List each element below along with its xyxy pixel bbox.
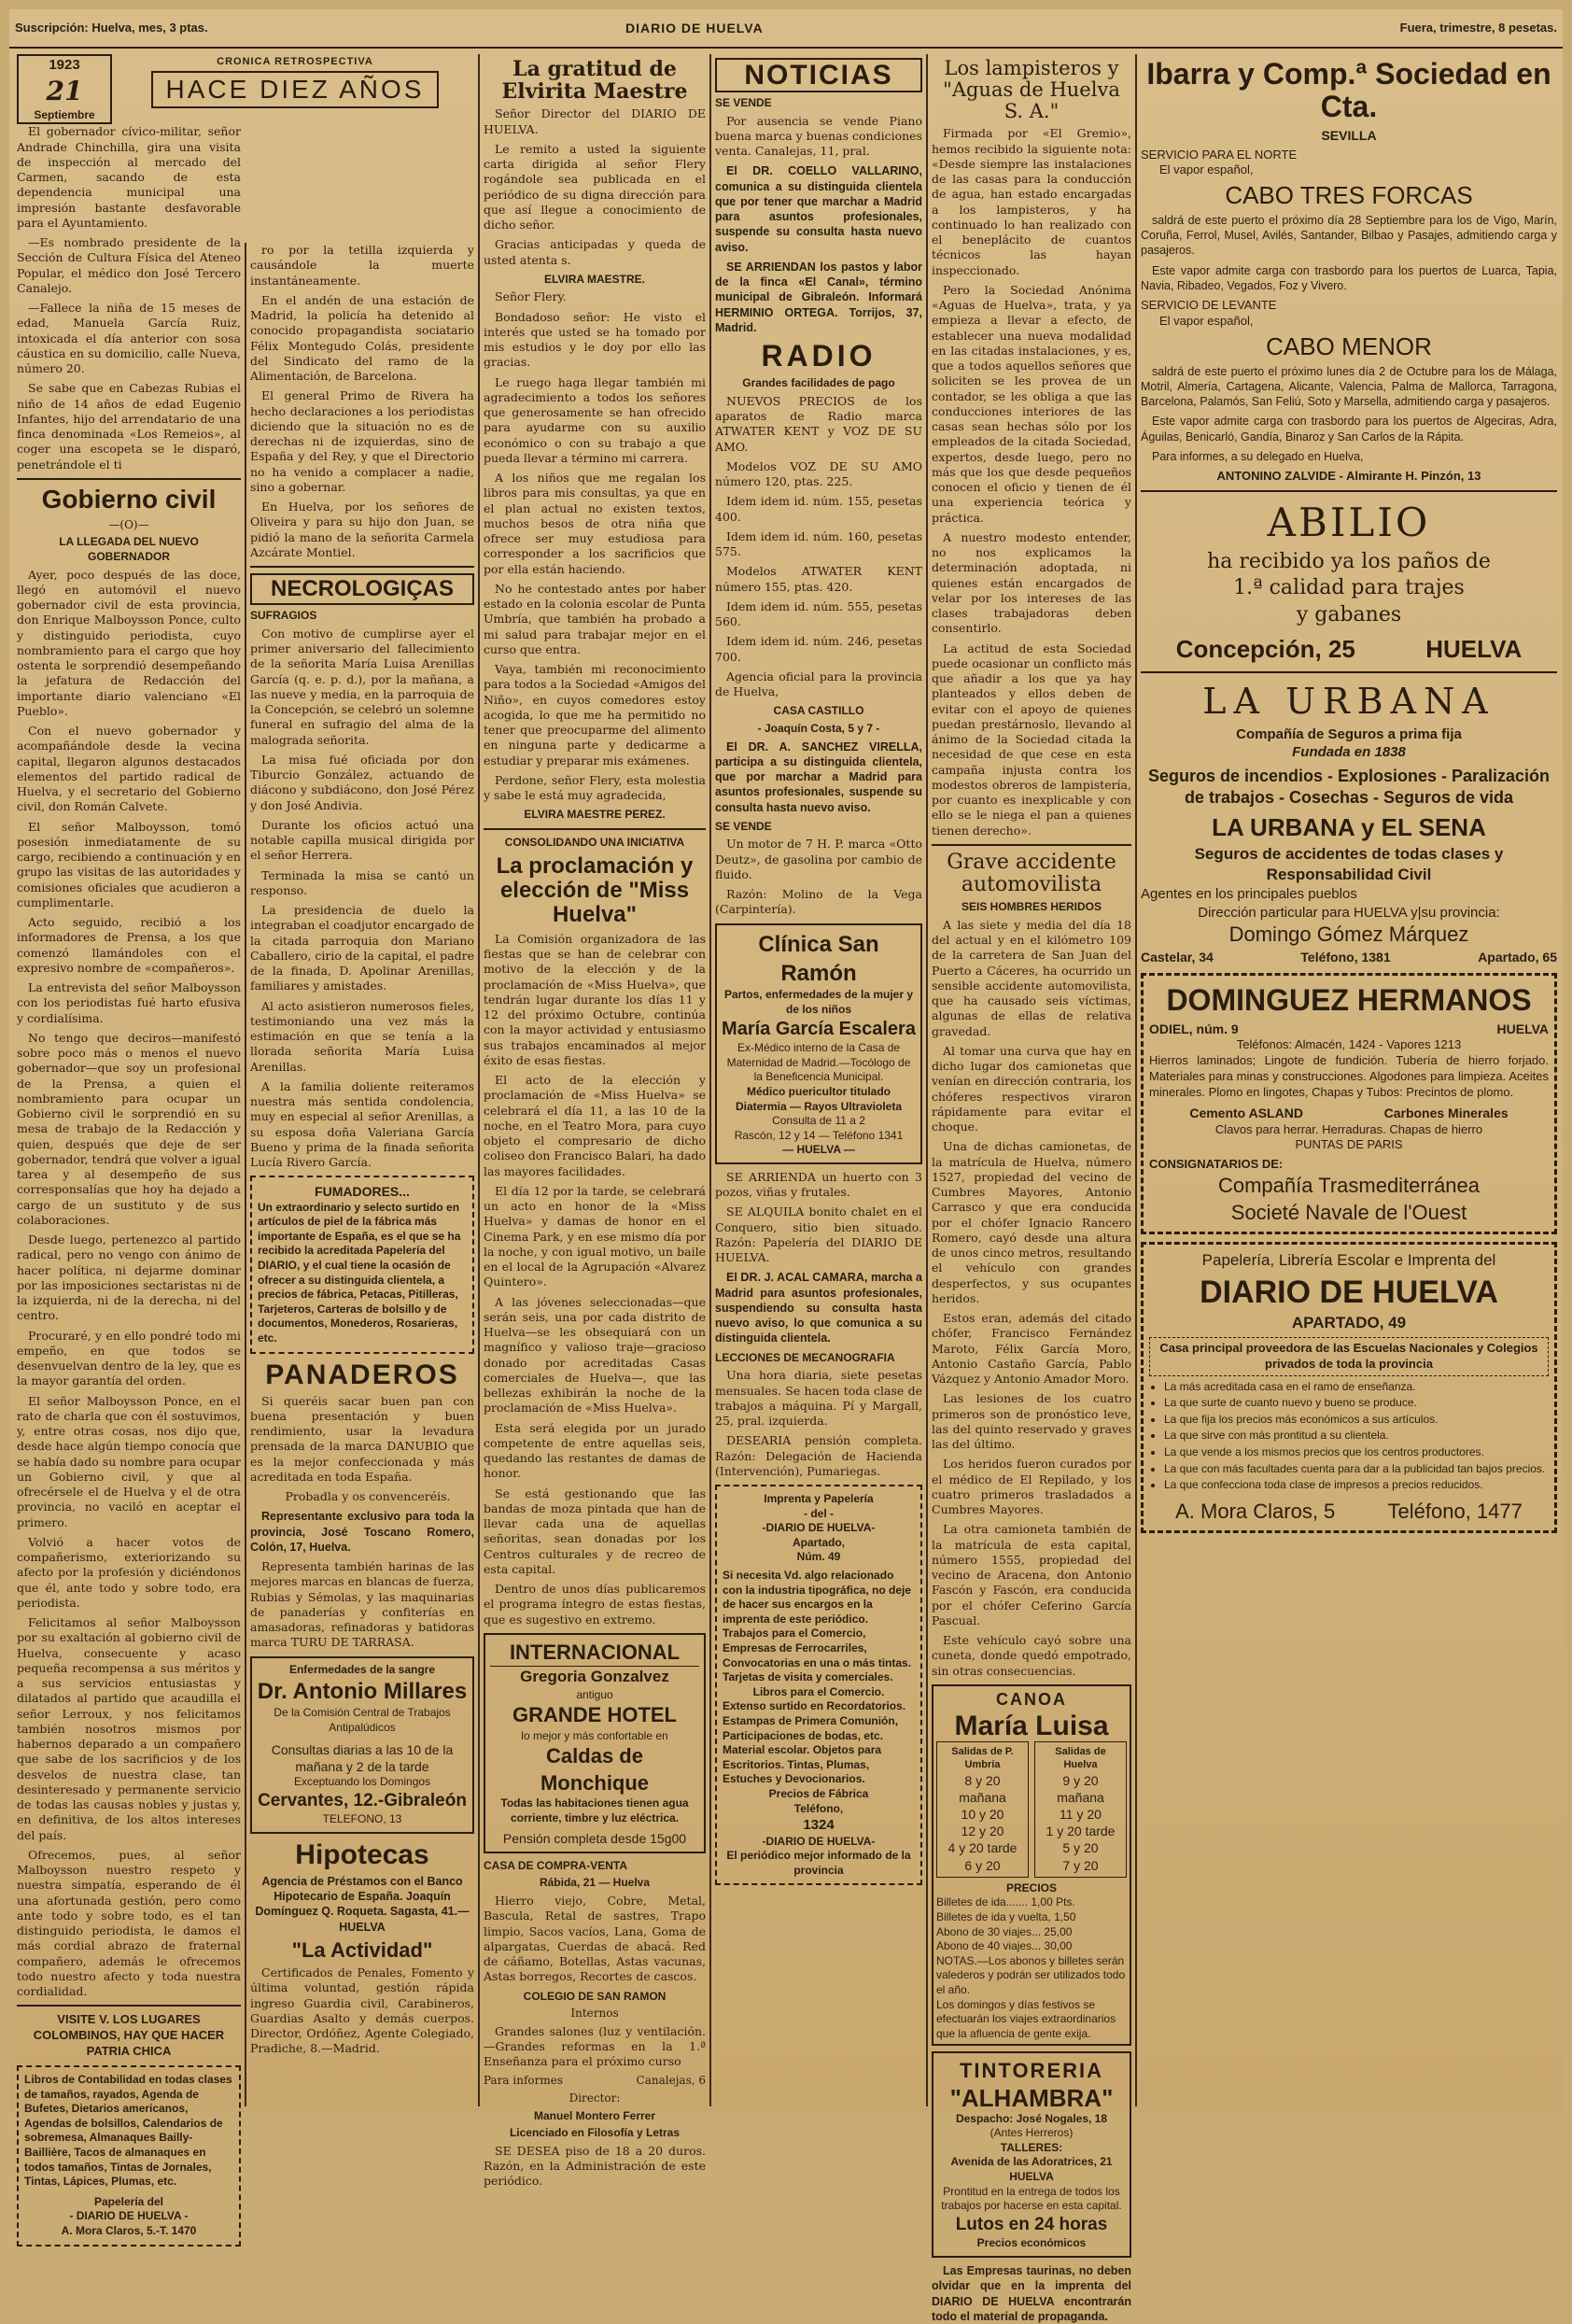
millares-except: Exceptuando los Domingos bbox=[293, 1774, 431, 1788]
imprenta-tel-num: 1324 bbox=[803, 1817, 835, 1834]
compraventa-addr: Rábida, 21 — Huelva bbox=[539, 1876, 651, 1890]
vende2-razon: Razón: Molino de la Vega (Carpintería). bbox=[715, 887, 922, 917]
internacional-body: Todas las habitaciones tienen agua corriente, timbre y luz eléctrica. bbox=[500, 1796, 689, 1825]
compraventa-title: CASA DE COMPRA-VENTA bbox=[484, 1858, 628, 1872]
imprenta-body5: Material escolar. Objetos para Escritorios. Tintas, Plumas, Estuches y Devocionarios. bbox=[723, 1743, 882, 1786]
necrologicas-title: NECROLOGIÇAS bbox=[250, 573, 474, 605]
lamp-p4: La actitud de esta Sociedad puede ocasionar un conflicto más que añadir a los que ya hay planteados y ellos deben de evitar con el apoyo de quienes puedan prestárnoslo, llevando al ánimo de la Sociedad citada la necesidad de que cese en esta campaña injusta contra los modestos obreros de lampistería, por cuanto es inexplicable y con ello se le niega el pan a quienes tienen derecho». bbox=[932, 641, 1131, 838]
sufragios-heading: SUFRAGIOS bbox=[250, 609, 317, 623]
accidente-sub: SEIS HOMBRES HERIDOS bbox=[961, 900, 1102, 914]
ibarra-zalvide: ANTONINO ZALVIDE - Almirante H. Pinzón, 13 bbox=[1216, 469, 1481, 484]
radio-p7: Idem idem id. núm. 246, pesetas 700. bbox=[715, 634, 922, 664]
grat-p9: Vaya, también mi reconocimiento para todos a la Sociedad «Amigos del Niño», en cuyos comedores estoy acogida, lo que me ha permitido no tener que preocuparme del alimento en ninguna parte y dedicarme a estudiar y preparar mis exámenes. bbox=[484, 662, 706, 768]
colegio-info-label: Para informes bbox=[484, 2074, 564, 2088]
ibarra-norte-vapor: El vapor español, bbox=[1159, 162, 1254, 177]
papeleria-item: • La que vende a los mismos precios que los centros productores. bbox=[1164, 1445, 1549, 1460]
colegio-text: Grandes salones (luz y ventilación.—Grandes reformas en la 1.ª Enseñanza para el próximo curso bbox=[484, 2023, 706, 2069]
urbana-contact bbox=[1141, 949, 1557, 965]
subscription-local: Suscripción: Huelva, mes, 3 ptas. bbox=[15, 21, 208, 35]
urbana-line7: Dirección particular para HUELVA y|su provincia: bbox=[1198, 904, 1500, 921]
necro-p2: La misa fué oficiada por don Tiburcio González, actuando de diácono y subdiácono, don José Pérez y don José Andivia. bbox=[250, 752, 474, 812]
acc-p3: Una de dichas camionetas, de la matrícula de Huelva, número 1527, propiedad del vecino de Cumbres Mayores, Antonio Carrasco y que era conducida por el chófer Ignacio Rancero Romero, cayó desde una altura de unos cinco metros, resultando el vehículo con grandes desperfectos, y sus ocupantes heridos. bbox=[932, 1139, 1131, 1305]
retro-title: HACE DIEZ AÑOS bbox=[151, 71, 440, 108]
date-year: 1923 bbox=[49, 57, 80, 73]
clinica-body3: Diatermia — Rayos Ultravioleta bbox=[735, 1099, 903, 1113]
cabo2-body2: Este vapor admite carga con trasbordo para los puertos de Algeciras, Adra, Águilas, Benicarló, Gandía, Binaroz y San Carlos de la Rápita. bbox=[1141, 415, 1557, 444]
virella-notice: El DR. A. SANCHEZ VIRELLA, participa a su distinguida clientela, que por marchar a Madrid para asuntos profesionales, suspende su consulta hasta nuevo aviso. bbox=[715, 739, 922, 814]
radio-p1: NUEVOS PRECIOS de los aparatos de Radio marca ATWATER KENT y VOZ DE SU AMO. bbox=[715, 393, 922, 454]
urbana-line2: Fundada en 1838 bbox=[1292, 744, 1406, 761]
canoa-umbria bbox=[936, 1741, 1029, 1878]
ibarra-city: SEVILLA bbox=[1321, 128, 1377, 144]
gobierno-title: Gobierno civil bbox=[41, 484, 217, 514]
dominguez-addr: ODIEL, núm. 9 bbox=[1149, 1021, 1239, 1036]
acc-p8: Este vehículo cayó sobre una cuneta, donde quedó empotrado, sin otras consecuencias. bbox=[932, 1633, 1131, 1678]
tintoreria-ad bbox=[932, 2051, 1131, 2258]
imprenta-apdo: Apartado, bbox=[792, 1535, 845, 1549]
imprenta-body1: Si necesita Vd. algo relacionado con la industria tipográfica, no deje de hacer sus encargos en la imprenta de este periódico. bbox=[723, 1569, 912, 1626]
papeleria-name: DIARIO DE HUELVA bbox=[1200, 1274, 1498, 1310]
canoa-t2: 10 y 20 bbox=[961, 1807, 1004, 1823]
necro-p6: Al acto asistieron numerosos fieles, testimoniando una vez más la estimación en que se tenía a la llorada señorita María Luisa Arenillas. bbox=[250, 998, 474, 1074]
acc-p6: Los heridos fueron curados por el médico de El Repilado, y los cuatro primeros trasladados a Cumbres Mayores. bbox=[932, 1457, 1131, 1516]
acc-p1: A las siete y media del día 18 del actual y en el kilómetro 109 de la carretera de San Juan del Puerto a Cáceres, ha ocurrido un sensible accidente automovilista, que ha causado seis víctimas, algunas de ellas de relativa gravedad. bbox=[932, 917, 1131, 1038]
radio-p6: Idem idem id. núm. 555, pesetas 560. bbox=[715, 599, 922, 629]
papeleria-item: • La que confecciona toda clase de impresos a precios reducidos. bbox=[1164, 1478, 1549, 1493]
meca-heading: LECCIONES DE MECANOGRAFIA bbox=[715, 1350, 895, 1364]
dominguez-tel: Teléfonos: Almacén, 1424 - Vapores 1213 bbox=[1236, 1036, 1462, 1051]
actividad-title: "La Actividad" bbox=[291, 1937, 433, 1962]
lamp-p1: Firmada por «El Gremio», hemos recibido la siguiente nota: «Desde siempre las instalaciones de las casas para la conducción de agua, han estado encargadas a los lampisteros, y ha continuado lo han realizado con el beneplácito de cuantos técnicos las hayan inspeccionado. bbox=[932, 126, 1131, 277]
contabilidad-foot1: Papelería del bbox=[93, 2194, 164, 2208]
dominguez-addr-row bbox=[1149, 1021, 1549, 1037]
canoa-u2: 11 y 20 bbox=[1060, 1807, 1102, 1823]
abilio-line2: 1.ª calidad para trajes bbox=[1233, 576, 1465, 600]
desea-notice: DESEARIA pensión completa. Razón: Delegación de Hacienda (Intervención), Pumariegas. bbox=[715, 1433, 922, 1478]
canoa-h1: Salidas de P. Umbría bbox=[951, 1746, 1014, 1771]
ibarra-informes: Para informes, a su delegado en Huelva, bbox=[1152, 449, 1364, 463]
coello-notice: El DR. COELLO VALLARINO, comunica a su distinguida clientela que por tener que marchar a Madrid para asuntos profesionales, suspende su consulta hasta nuevo aviso. bbox=[715, 164, 922, 254]
urbana-apdo: Apartado, 65 bbox=[1478, 949, 1557, 965]
contabilidad-text: Libros de Contabilidad en todas clases de tamaños, rayados, Agenda de Bufetes, Dietarios americanos, Agendas de bolsillos, Calendarios de sobremesa, Almanaques Bailly-Baillière, Tacos de almanaques en todos tamaños, Tintas de Jornales, Tintas, Lápices, Plumas, etc. bbox=[24, 2072, 232, 2189]
grat-p5: Bondadoso señor: He visto el interés que usted se ha tomado por mis estudios y le doy por ello las gracias. bbox=[484, 309, 706, 370]
abilio-addr: Concepción, 25 bbox=[1175, 635, 1355, 664]
canoa-t5: 6 y 20 bbox=[964, 1857, 1001, 1873]
abilio-city: HUELVA bbox=[1425, 635, 1523, 664]
lamp-p2: Pero la Sociedad Anónima «Aguas de Huelva», trata, y ya empieza a llevar a efecto, de establecer una nueva modalidad en las citadas instalaciones, y es, que a todos aquellos señores que soliciten se les provea de un contador, se les obliga a que las conducciones interiores de las casas sean hechas sólo por los empleados de la citada Sociedad, expertos, desde luego, pero no más que los que desde pequeños conocen el oficio y tienen de él una experiencia teórica y práctica. bbox=[932, 282, 1131, 525]
millares-ad bbox=[250, 1656, 474, 1834]
retro-p2: —Es nombrado presidente de la Sección de Cultura Física del Ateneo Popular, el médico don José Tercero Canalejo. bbox=[17, 235, 241, 295]
papeleria-line4: Casa principal proveedora de las Escuelas Nacionales y Colegios privados de toda la provincia bbox=[1149, 1337, 1549, 1376]
millares-name: Dr. Antonio Millares bbox=[257, 1679, 468, 1705]
papeleria-addr: A. Mora Claros, 5 bbox=[1175, 1499, 1336, 1523]
canoa-u5: 7 y 20 bbox=[1062, 1857, 1099, 1873]
papeleria-line1: Papelería, Librería Escolar e Imprenta del bbox=[1201, 1251, 1496, 1270]
gob-p12: Ofrecemos, pues, al señor Malboysson nuestro respeto y nuestra simpatía, esperando de él una afortunada gestión, pero como ante todo y sobre todo, es el tan distinguido periodista, le damos el más cordial abrazo de fraternal compañero, además le ofrecemos todo nuestro afecto y toda nuestra cordialidad. bbox=[17, 1847, 241, 1999]
necro-p7: A la familia doliente reiteramos nuestra más sentida condolencia, muy en especial al señor Arenillas, a su esposa doña Valeriana García Bueno y prima de la finada señorita Lucía Rivero García. bbox=[250, 1078, 474, 1170]
canoa-precio3: Abono de 30 viajes... 25,00 bbox=[936, 1924, 1073, 1938]
gob-p2: Con el nuevo gobernador y acompañándole desde la vecina capital, llegaron algunos destacados elementos del partido radical de Huelva, y el secretario del Gobierno civil, don Román Calvete. bbox=[17, 724, 241, 814]
millares-kicker: Enfermedades de la sangre bbox=[288, 1662, 436, 1676]
dominguez-cemento: Cemento ASLAND bbox=[1189, 1106, 1303, 1121]
abilio-ad bbox=[1141, 498, 1557, 666]
fumadores-title: FUMADORES... bbox=[315, 1184, 410, 1200]
clinica-ad bbox=[715, 923, 922, 1164]
canoa-h2: Salidas de Huelva bbox=[1055, 1746, 1106, 1771]
retro-cont-p4: En Huelva, por los señores de Oliveira y para su hijo don Juan, se pidió la mano de la señorita Carmela Azcárate Montiel. bbox=[250, 500, 474, 559]
dominguez-carbones: Carbones Minerales bbox=[1383, 1106, 1509, 1121]
retro-p4: Se sabe que en Cabezas Rubias el niño de 14 años de edad Eugenio Infantes, hijo del arrendatario de una finca denominada «Los Remeios», al coger una escopeta se le disparó, penetrándole el ti bbox=[17, 381, 241, 472]
column-1: 1923 21 Septiembre El gobernador cívico-militar, señor Andrade Chinchilla, gira una visita de inspección al mercado del Carmen, sacando de esta dependencia municipal una impresión bastante desfavorable para el Ayuntamiento. —Es nombrado presidente de la Sección de Cultura Física del Ateneo Popular, el médico don José Tercero Canalejo. —Fallece la niña de 15 meses de edad, Manuela García Ruiz, intoxicada el día anterior con sosa cáustica en su domicilio, calle Nueva, número 20. Se sabe que en Cabezas Rubias el niño de 14 años de edad Eugenio Infantes, hijo del arrendatario de una finca denominada «Los Remeios», al coger una escopeta se le disparó, penetrándole el ti Gobierno civil —(O)— LA LLEGADA DEL NUEVO GOBERNADOR Ayer, poco después de las doce, llegó en automóvil el nuevo gobernador civil de esta provincia, don Enrique Malboysson Ponce, culto y distinguido periodista, cuyo nombramiento para el cargo que hoy ostenta le sorprendió desempeñando la jefatura de Redacción del importante diario valenciano «El Pueblo». Con el nuevo gobernador y acompañándole desde la vecina capital, llegaron algunos destacados elementos del partido radical de Huelva, y el secretario del Gobierno civil, don Román Calvete. El señor Malboysson, tomó posesión inmediatamente de su cargo, recibiendo a continuación y en grupo las visitas de las autoridades y comisiones oficiales que acudieron a cumplimentarle. Acto seguido, recibió a los informadores de Prensa, a los que comenzó llamándoles con el expresivo nombre de «compañeros». La entrevista del señor Malboysson con los periodistas fué harto efusiva y cordialísima. No tengo que deciros—manifestó sobre poco más o menos el nuevo gobernador—que soy un profesional de la Prensa, a quien el nombramiento para ocupar un Gobierno civil le sorprendió en su mesa de trabajo de la Redacción y quien, después que deje de ser gobernador, tendrá que volver a igual tarea y al desempeño de sus corresponsalías que hoy ha dejado a cargo de un sustituto y de sus colaboraciones. Desde luego, pertenezco al partido radical, pero no vengo con ánimo de hacer política, ni dejarme dominar por las imposiciones sectaristas ni de la izquierda, ni de la derecha, ni del centro. Procuraré, y en ello pondré todo mi empeño, en que todos se desenvuelvan dentro de la ley, que es la mayor garantía del orden. El señor Malboysson Ponce, en el rato de charla que con él sostuvimos, y, entre otras cosas, nos dijo que, desde hace algún tiempo conocía que se había dado su nombre para ocupar un Gobierno civil, y que al ofrecérsele el de Huelva y el de otra provincia, no vaciló en aceptar el primero. Volvió a hacer votos de compañerismo, exteriorizando su afecto por la profesión y diciéndonos que él, ante todo y sobre todo, era periodista. Felicitamos al señor Malboysson por su exaltación al gobierno civil de Huelva, consecuente y acaso pequeña recompensa a sus méritos y a sus servicios entusiastas y dilatados al partido que acaudilla el señor Lerroux, y nos felicitamos también nosotros mismos por habernos deparado a un compañero que sabe de los sacrificios y de los desvelos de nuestra clase, tan desinteresado y permanente servicio de todas las causas nobles y justas y, en definitiva, de los altos intereses del país. Ofrecemos, pues, al señor Malboysson nuestro respeto y nuestra simpatía, esperando de él una afortunada gestión, pero como ante todo y sobre todo, es el tan distinguido periodista, le damos el más cordial abrazo de fraternal compañero, además le ofrecemos todo nuestro afecto y toda nuestra cordialidad. VISITE V. LOS LUGARES COLOMBINOS, HAY QUE HACER PATRIA CHICA Libros de Contabilidad en todas clases de tamaños, rayados, Agenda de Bufetes, Dietarios americanos, Agendas de bolsillos, Calendarios de sobremesa, Almanaques Bailly-Baillière, Tacos de almanaques en todos tamaños, Tintas de Jornales, Tintas, Lápices, Plumas, etc. Papelería del - DIARIO DE HUELVA - A. Mora Claros, 5.-T. 1470 bbox=[17, 54, 241, 2106]
imprenta-num: Núm. 49 bbox=[796, 1550, 841, 1564]
canoa-title: María Luisa bbox=[954, 1711, 1109, 1742]
papeleria-apdo: APARTADO, 49 bbox=[1291, 1313, 1407, 1331]
alquila-notice: SE ALQUILA bonito chalet en el Conquero, sitio bien situado. Razón: Papelería del DIARIO DE HUELVA. bbox=[715, 1204, 922, 1265]
date-day: 21 bbox=[46, 75, 83, 106]
papeleria-footer bbox=[1149, 1499, 1549, 1526]
papeleria-item: • La que con más facultades cuenta para dar a la publicidad tan bajos precios. bbox=[1164, 1462, 1549, 1477]
internacional-antiguo: antiguo bbox=[576, 1687, 613, 1701]
tintoreria-lutos: Lutos en 24 horas bbox=[955, 2214, 1108, 2234]
dominguez-clavos: Clavos para herrar. Herraduras. Chapas de hierro bbox=[1214, 1121, 1483, 1136]
clinica-hours: Consulta de 11 a 2 bbox=[772, 1114, 865, 1128]
canoa-huelva bbox=[1034, 1741, 1127, 1878]
compraventa-text: Hierro viejo, Cobre, Metal, Bascula, Retal de sastres, Trapo limpio, Sacos vacíos, Lana, Goma de alpargatas, Cuerdas de abacá. Red de cáñamo, Botellas, Astas vacunas, Astas borregos, Recortes de cascos. bbox=[484, 1894, 706, 1984]
colegio-info bbox=[484, 2074, 706, 2089]
internacional-name: Gregoria Gonzalvez bbox=[520, 1668, 669, 1686]
clinica-title: Clínica San Ramón bbox=[758, 931, 879, 986]
pan-p4: Representa también harinas de las mejores marcas en blancas de fuerza, Rubias y Sémolas, y las maquinarias de panaderías y confiterías en amasadoras, refinadoras y batidoras marca TURU DE TARRASA. bbox=[250, 1559, 474, 1650]
internacional-hotel: GRANDE HOTEL bbox=[512, 1703, 677, 1727]
papeleria-list bbox=[1149, 1380, 1549, 1493]
panaderos-title: PANADEROS bbox=[265, 1359, 459, 1390]
abilio-name: ABILIO bbox=[1267, 499, 1431, 545]
miss-kicker: CONSOLIDANDO UNA INICIATIVA bbox=[504, 836, 685, 850]
miss-p6: Se está gestionando que las bandas de moza pintada que han de llevar cada una de aquellas señoritas, sean donadas por los Centros culturales y de recreo de esta capital. bbox=[484, 1486, 706, 1576]
gob-p1: Ayer, poco después de las doce, llegó en automóvil el nuevo gobernador civil de esta provincia, don Enrique Malboysson Ponce, culto y distinguido periodista, cuyo nombramiento para el cargo que hoy ostenta le sorprendió desempeñando la jefatura de Redacción del importante diario valenciano «El Pueblo». bbox=[17, 567, 241, 718]
miss-p7: Dentro de unos días publicaremos el programa íntegro de estas fiestas, que es sugestivo en extremo. bbox=[484, 1582, 706, 1627]
urbana-line6: Agentes en los principales pueblos bbox=[1141, 886, 1357, 903]
acc-p5: Las lesiones de los cuatro primeros son de pronóstico leve, las del quinto reservado y graves las del último. bbox=[932, 1391, 1131, 1451]
miss-p1: La Comisión organizadora de las fiestas que se han de celebrar con motivo de la elección y de la proclamación de «Miss Huelva», que tendrán lugar durante los días 11 y 12 del próximo Octubre, continúa con la mayor actividad y entusiasmo sus trabajos encaminados al mejor éxito de esas fiestas. bbox=[484, 931, 706, 1067]
internacional-line: lo mejor y más confortable en bbox=[521, 1728, 668, 1742]
necro-p3: Durante los oficios actuó una notable capilla musical dirigida por el señor Herrera. bbox=[250, 817, 474, 863]
tintoreria-title: TINTORERIA bbox=[959, 2059, 1104, 2083]
ibarra-norte: SERVICIO PARA EL NORTE bbox=[1141, 147, 1298, 162]
papeleria-item: • La que fija los precios más económicos a sus artículos. bbox=[1164, 1413, 1549, 1428]
tintoreria-name: "ALHAMBRA" bbox=[949, 2083, 1114, 2112]
vende1-heading: SE VENDE bbox=[715, 96, 772, 109]
internacional-title: INTERNACIONAL bbox=[490, 1640, 699, 1668]
gob-p10: Volvió a hacer votos de compañerismo, exteriorizando su afecto por la profesión y diciéndonos que él, ante todo y sobre todo, era periodista. bbox=[17, 1534, 241, 1610]
urbana-line1: Compañía de Seguros a prima fija bbox=[1236, 725, 1462, 742]
canoa-u4: 5 y 20 bbox=[1062, 1840, 1099, 1856]
abilio-line1: ha recibido ya los paños de bbox=[1207, 549, 1491, 573]
miss-p5: Esta será elegida por un jurado competente de entre aquellas seis, quedando las restantes de damas de honor. bbox=[484, 1420, 706, 1481]
colegio-title: COLEGIO DE SAN RAMON bbox=[523, 1989, 667, 2003]
tintoreria-talleres: TALLERES: bbox=[1000, 2140, 1063, 2154]
grat-p4: Señor Flery. bbox=[495, 289, 567, 304]
imprenta-tel: Teléfono, bbox=[793, 1801, 844, 1815]
clinica-addr: Rascón, 12 y 14 — Teléfono 1341 bbox=[734, 1128, 904, 1142]
urbana-line5: Seguros de accidentes de todas clases y Responsabilidad Civil bbox=[1194, 845, 1504, 884]
urbana-ad bbox=[1141, 679, 1557, 965]
retro-title-block bbox=[118, 56, 472, 108]
actividad-text: Certificados de Penales, Fomento y última voluntad, gestión rápida ingreso Guardia civil, Carabineros, Guardias Asalto y demás cuerpos. Director, Ordóñez, Agente Colegiado, Pradiche, 8.—Madrid. bbox=[250, 1965, 474, 2056]
gob-p3: El señor Malboysson, tomó posesión inmediatamente de su cargo, recibiendo a continuación y en grupo las visitas de las autoridades y comisiones oficiales que acudieron a cumplimentarle. bbox=[17, 819, 241, 909]
canoa-precios-heading: PRECIOS bbox=[1005, 1880, 1057, 1894]
acc-p7: La otra camioneta también de la matrícula de esta capital, número 1555, propiedad del vecino de Aracena, don Antonio Fascón y Fascón, era conducida por el chófer Ceferino García Pascual. bbox=[932, 1522, 1131, 1627]
urbana-logo: LA URBANA bbox=[1202, 681, 1495, 723]
papeleria-item: • La más acreditada casa en el ramo de enseñanza. bbox=[1164, 1380, 1549, 1395]
imprenta-foot1: -DIARIO DE HUELVA- bbox=[762, 1834, 876, 1848]
taurinas-notice: Las Empresas taurinas, no deben olvidar que en la imprenta del DIARIO DE HUELVA encontrarán todo el material de propaganda. bbox=[932, 2264, 1131, 2323]
imprenta-title: Imprenta y Papelería bbox=[764, 1492, 874, 1506]
contabilidad-foot2: - DIARIO DE HUELVA - bbox=[69, 2209, 189, 2223]
miss-p2: El acto de la elección y proclamación de «Miss Huelva» se celebrará el día 11, a las 10 de la noche, en el Teatro Mora, para cuyo objeto el compresario de dicho coliseo don Francisco Balari, ha dado las mayores facilidades. bbox=[484, 1073, 706, 1178]
imprenta-del: - del - bbox=[804, 1506, 834, 1520]
canoa-precio1: Billetes de ida....... 1,00 Pts. bbox=[936, 1895, 1075, 1909]
retro-cont-p2: En el andén de una estación de Madrid, la policía ha detenido al conocido propagandista sociatario Félix Montegudo Colás, presidente del Sindicato del ramo de la Alimentación, de Barcelona. bbox=[250, 292, 474, 383]
fumadores-text: Un extraordinario y selecto surtido en artículos de piel de la fábrica más importante de España, es el que se ha recibido la acreditada Papelería del DIARIO, y el cual tiene la ocasión de ofrecer a su distinguida clientela, a precios de fábrica, Petacas, Pitilleras, Tarjeteros, Carteras de bolsillo y de documentos, Monederos, Rosarieras, etc. bbox=[258, 1200, 461, 1345]
urbana-addr: Castelar, 34 bbox=[1141, 949, 1214, 965]
gob-p9: El señor Malboysson Ponce, en el rato de charla que con él sostuvimos, y, entre otras cosas, nos dijo que, desde hace algún tiempo conocía que se había dado su nombre para ocupar un Gobierno civil, y que al ofrecérsele el de Huelva y el de otra provincia, no vaciló en aceptar el primero. bbox=[17, 1393, 241, 1529]
necro-p5: La presidencia de duelo la integraban el coadjutor encargado de la citada parroquia don Mariano Caballero, cirio de la capital, el padre de la finada, D. Apolinar Arenillas, familiares y amistades. bbox=[250, 903, 474, 993]
pan-p3: Representante exclusivo para toda la provincia, José Toscano Romero, Colón, 17, Huelva. bbox=[250, 1510, 474, 1554]
paper-name: DIARIO DE HUELVA bbox=[625, 21, 764, 35]
cabo2-body: saldrá de este puerto el próximo lunes día 2 de Octubre para los de Málaga, Motril, Almería, Cartagena, Alicante, Valencia, Palma de Mallorca, Tarragona, Barcelona, Palamós, San Feliú, Soto y Marsella, admitiendo carga y pasajeros. bbox=[1141, 364, 1557, 409]
canoa-schedule bbox=[936, 1741, 1127, 1878]
grat-p6: Le ruego haga llegar también mi agradecimiento a todos los señores que generosamente se han ofrecido para ayudarme con su auxilio económico o con su trabajo a que pueda llevar a término mi carrera. bbox=[484, 374, 706, 465]
meca-text: Una hora diaria, siete pesetas mensuales. Se hacen toda clase de trabajos a máquina. Pí y Margall, 25, pral. izquierda. bbox=[715, 1368, 922, 1429]
papeleria-item: • La que surte de cuanto nuevo y bueno se produce. bbox=[1164, 1396, 1549, 1411]
contabilidad-ad bbox=[17, 2065, 241, 2247]
millares-hours: Consultas diarias a las 10 de la mañana y 2 de la tarde bbox=[271, 1741, 454, 1774]
colegio-dir: Director: bbox=[568, 2092, 621, 2106]
imprenta-foot2: El periódico mejor informado de la provincia bbox=[726, 1849, 911, 1877]
clinica-name: María García Escalera bbox=[722, 1019, 916, 1040]
vende1-text: Por ausencia se vende Piano buena marca y buenas condiciones venta. Canalejas, 11, pral. bbox=[715, 113, 922, 159]
arriendan-notice: SE ARRIENDAN los pastos y labor de la finca «El Canal», término municipal de Gibraleón. Informará HERMINIO ORTEGA. Torrijos, 37, Madrid. bbox=[715, 260, 922, 334]
vende2-heading: SE VENDE bbox=[715, 819, 772, 833]
clinica-sub: Partos, enfermedades de la mujer y de los niños bbox=[723, 988, 914, 1016]
tintoreria-precios: Precios económicos bbox=[976, 2236, 1087, 2250]
retro-p3: —Fallece la niña de 15 meses de edad, Manuela García Ruiz, intoxicada el día anterior con sosa cáustica en su domicilio, calle Nueva, número 20. bbox=[17, 301, 241, 376]
abilio-line3: y gabanes bbox=[1296, 602, 1402, 627]
internacional-place: Caldas de Monchique bbox=[540, 1744, 650, 1795]
gob-p4: Acto seguido, recibió a los informadores de Prensa, a los que comenzó llamándoles con el expresivo nombre de «compañeros». bbox=[17, 915, 241, 975]
grat-p8: No he contestado antes por haber estado en la colonia escolar de Punta Umbría, que también ha probado a mi salud para trabajar mejor en el curso que entra. bbox=[484, 581, 706, 656]
cabo1-body2: Este vapor admite carga con trasbordo para los puertos de Luarca, Tapia, Navia, Ribadeo, Vegados, Foz y Vivero. bbox=[1141, 263, 1557, 292]
radio-p8: Agencia oficial para la provincia de Huelva, bbox=[715, 669, 922, 699]
tintoreria-addr: Avenida de las Adoratrices, 21 bbox=[950, 2155, 1113, 2169]
canoa-t3: 12 y 20 bbox=[961, 1824, 1004, 1839]
cabo-tres-forcas: CABO TRES FORCAS bbox=[1225, 181, 1473, 210]
urbana-line4: LA URBANA y EL SENA bbox=[1212, 813, 1486, 842]
contabilidad-foot3: A. Mora Claros, 5.-T. 1470 bbox=[61, 2223, 197, 2237]
tintoreria-body: Prontitud en la entrega de todos los trabajos por hacerse en esta capital. bbox=[941, 2184, 1122, 2213]
colegio-dir-deg: Licenciado en Filosofía y Letras bbox=[509, 2126, 681, 2140]
retro-p1: El gobernador cívico-militar, señor Andrade Chinchilla, gira una visita de inspección al mercado del Carmen, sacando de esta dependencia municipal una impresión bastante desfavorable para el Ayuntamiento. bbox=[17, 124, 241, 230]
internacional-price: Pensión completa desde 15g00 bbox=[502, 1830, 687, 1846]
fumadores-ad bbox=[250, 1176, 474, 1353]
colegio-sub: Internos bbox=[570, 2007, 619, 2021]
millares-tel: TELEFONO, 13 bbox=[322, 1812, 402, 1826]
grat-p7: A los niños que me regalan los libros para mis consultas, ya que en el plan actual no existen textos, muchos besos de otra niña que ofrece ser muy estudiosa para corresponder a los sacrificios que por ella están haciendo. bbox=[484, 471, 706, 576]
newspaper-page bbox=[9, 9, 1563, 2323]
radio-addr: - Joaquín Costa, 5 y 7 - bbox=[757, 721, 880, 735]
canoa-u1: 9 y 20 mañana bbox=[1057, 1772, 1104, 1805]
imprenta-ad bbox=[715, 1485, 922, 1885]
canoa-kicker: CANOA bbox=[996, 1689, 1067, 1709]
pan-p1: Si queréis sacar buen pan con buena presentación y buen rendimiento, usar la levadura prensada de la marca DANUBIO que es la mejor confeccionada y más acreditada en toda España. bbox=[250, 1393, 474, 1484]
column-5 bbox=[932, 54, 1131, 2323]
dominguez-body: Hierros laminados; Lingote de fundición. Tubería de hierro forjado. Materiales para minas y construcciones. Algodones para limpieza. Aceites minerales. Plomo en lingotes, Chapas y Tubos: Precintos de plomo. bbox=[1149, 1052, 1549, 1099]
canoa-ad bbox=[932, 1684, 1131, 2047]
grat-p1: Señor Director del DIARIO DE HUELVA. bbox=[484, 106, 706, 136]
clinica-city: — HUELVA — bbox=[782, 1143, 855, 1157]
millares-sub: De la Comisión Central de Trabajos Antipalúdicos bbox=[274, 1706, 451, 1734]
column-2 bbox=[250, 243, 474, 2106]
pan-p2: Probadla y os convenceréis. bbox=[285, 1489, 451, 1504]
radio-title: RADIO bbox=[761, 339, 877, 373]
date-month: Septiembre bbox=[34, 107, 95, 121]
acc-p2: Al tomar una curva que hay en dicho lugar dos camionetas que venían en dirección contraria, los chóferes respectivos viraron rápidamente para evitar el choque. bbox=[932, 1043, 1131, 1134]
papeleria-ad bbox=[1141, 1242, 1557, 1533]
accidente-title: Grave accidente automovilista bbox=[947, 850, 1116, 896]
hipotecas-text: Agencia de Préstamos con el Banco Hipotecario de España. Joaquín Domínguez Q. Roqueta. Sagasta, 41.—HUELVA bbox=[255, 1874, 470, 1934]
gob-p8: Procuraré, y en ello pondré todo mi empeño, en que todos se desenvuelvan dentro de la ley, que es la mayor garantía del orden. bbox=[17, 1328, 241, 1388]
canoa-t4: 4 y 20 tarde bbox=[947, 1840, 1018, 1856]
grat-p10: Perdone, señor Flery, esta molestia y sabe le está muy agradecida, bbox=[484, 772, 706, 803]
dominguez-puntas: PUNTAS DE PARIS bbox=[1295, 1137, 1403, 1152]
column-3 bbox=[484, 54, 706, 2189]
canoa-precio4: Abono de 40 viajes... 30,00 bbox=[936, 1939, 1073, 1953]
ibarra-lev-vapor: El vapor español, bbox=[1159, 314, 1254, 329]
column-4 bbox=[715, 54, 922, 2106]
grat-p2: Le remito a usted la siguiente carta dirigida al señor Flery rogándole sea publicada en el periódico de su digna dirección para que así llegue a conocimiento de dicho señor. bbox=[484, 141, 706, 232]
retro-cont-p3: El general Primo de Rivera ha hecho declaraciones a los periodistas diciendo que la situación no es de derechas ni de izquierdas, sino de España y del Rey, y que el Directorio no ha venido a complacer a nadie, sino a gobernar. bbox=[250, 388, 474, 494]
radio-p5: Modelos ATWATER KENT número 155, ptas. 420. bbox=[715, 564, 922, 594]
urbana-line8: Domingo Gómez Márquez bbox=[1228, 923, 1469, 947]
necro-p4: Terminada la misa se cantó un responso. bbox=[250, 867, 474, 897]
grat-sign1: ELVIRA MAESTRE. bbox=[543, 272, 645, 286]
canoa-notas: NOTAS.—Los abonos y billetes serán valederos y podrán ser utilizados todo el año. bbox=[936, 1953, 1126, 1997]
gobierno-subtitle: LA LLEGADA DEL NUEVO GOBERNADOR bbox=[59, 535, 199, 563]
urbana-tel: Teléfono, 1381 bbox=[1300, 949, 1391, 965]
acc-p4: Estos eran, además del citado chófer, Francisco Fernández Maroto, Félix García Moro, Antonio Castaño García, Pablo Vázquez y Antonio Amador Moro. bbox=[932, 1311, 1131, 1386]
dominguez-consig2: Societé Navale de l'Ouest bbox=[1230, 1200, 1467, 1224]
radio-p2: Modelos VOZ DE SU AMO número 120, ptas. 225. bbox=[715, 458, 922, 489]
clinica-body2: Médico puericultor titulado bbox=[746, 1085, 891, 1098]
visite-notice: VISITE V. LOS LUGARES COLOMBINOS, HAY QUE HACER PATRIA CHICA bbox=[33, 2012, 225, 2059]
ibarra-levante: SERVICIO DE LEVANTE bbox=[1141, 298, 1277, 313]
miss-p3: El día 12 por la tarde, se celebrará un acto en honor de la «Miss Huelva» y damas de honor en el Cinema Park, y en ese mismo día por la noche, y con igual motivo, un baile en el local de la Agrupación «Alvarez Quintero». bbox=[484, 1183, 706, 1289]
necro-p1: Con motivo de cumplirse ayer el primer aniversario del fallecimiento de la señorita María Luisa Arenillas García (q. e. p. d.), por la mañana, a las nueve y media, en la parroquia de la Concepción, se celebró un solemne funeral en sufragio del alma de la malograda señorita. bbox=[250, 626, 474, 747]
dominguez-title: DOMINGUEZ HERMANOS bbox=[1166, 983, 1532, 1018]
colegio-dir-name: Manuel Montero Ferrer bbox=[533, 2108, 656, 2122]
radio-sub: Grandes facilidades de pago bbox=[742, 376, 895, 390]
column-6 bbox=[1141, 54, 1557, 2106]
papeleria-item: • La que sirve con más prontitud a su clientela. bbox=[1164, 1429, 1549, 1444]
hipotecas-title: Hipotecas bbox=[295, 1838, 429, 1870]
cabo1-body: saldrá de este puerto el próximo día 28 Septiembre para los de Vigo, Marín, Coruña, Ferrol, Musel, Avilés, Santander, Bilbao y Pasajes, admitiendo carga y pasajeros. bbox=[1141, 213, 1557, 258]
vende2-text: Un motor de 7 H. P. marca «Otto Deutz», de gasolina por cambio de fluido. bbox=[715, 837, 922, 881]
retro-cont-p1: ro por la tetilla izquierda y causándole la muerte instantáneamente. bbox=[250, 243, 474, 288]
miss-p4: A las jóvenes seleccionadas—que serán seis, una por cada distrito de Huelva—se les obsequiará con un magnífico y valioso traje—gracioso donado por acreditadas Casas comerciales de Huelva—, que las bellezas exhibirán la noche de la proclamación de «Miss Huelva». bbox=[484, 1294, 706, 1416]
subscription-outside: Fuera, trimestre, 8 pesetas. bbox=[1399, 21, 1557, 35]
canoa-t1: 8 y 20 mañana bbox=[959, 1772, 1006, 1805]
grat-sign2: ELVIRA MAESTRE PEREZ. bbox=[524, 808, 666, 822]
tintoreria-city: HUELVA bbox=[1009, 2169, 1054, 2183]
piso-notice: SE DESEA piso de 18 a 20 duros. Razón, en la Administración de este periódico. bbox=[484, 2143, 706, 2189]
urbana-line3: Seguros de incendios - Explosiones - Paralización de trabajos - Cosechas - Seguros de vida bbox=[1147, 766, 1551, 807]
canoa-u3: 1 y 20 tarde bbox=[1046, 1824, 1116, 1839]
canoa-precio2: Billetes de ida y vuelta, 1,50 bbox=[936, 1910, 1076, 1924]
radio-p3: Idem idem id. núm. 155, pesetas 400. bbox=[715, 494, 922, 524]
gob-p6: No tengo que deciros—manifestó sobre poco más o menos el nuevo gobernador—que soy un profesional de la Prensa, a quien el nombramiento para ocupar un Gobierno civil le sorprendió en su mesa de trabajo de la Redacción y quien, después que deje de ser gobernador, tendrá que volver a igual tarea y al desempeño de sus corresponsalías que hoy ha dejado a cargo de un sustituto y de sus colaboraciones. bbox=[17, 1030, 241, 1227]
dominguez-products bbox=[1149, 1105, 1549, 1121]
acal-notice: El DR. J. ACAL CAMARA, marcha a Madrid para asuntos profesionales, suspendiendo su consulta hasta nuevo aviso, lo que comunica a su distinguida clientela. bbox=[715, 1271, 922, 1345]
gob-p5: La entrevista del señor Malboysson con los periodistas fué harto efusiva y cordialísima. bbox=[17, 980, 241, 1025]
masthead-strip bbox=[9, 9, 1563, 49]
dominguez-ad bbox=[1141, 973, 1557, 1234]
radio-casa: CASA CASTILLO bbox=[773, 704, 864, 718]
gob-p11: Felicitamos al señor Malboysson por su exaltación al gobierno civil de Huelva, consecuente y acaso pequeña recompensa a sus méritos y a sus servicios entusiastas y dilatados al partido que acaudilla el señor Lerroux, y nos felicitamos también nosotros mismos por habernos deparado a un compañero que sabe de los sacrificios y de los desvelos de nuestra clase, tan desinteresado y permanente servicio de todas las causas nobles y justas y, en definitiva, de los altos intereses del país. bbox=[17, 1615, 241, 1842]
papeleria-tel: Teléfono, 1477 bbox=[1387, 1499, 1523, 1523]
ibarra-title: Ibarra y Comp.ª Sociedad en Cta. bbox=[1146, 57, 1551, 124]
millares-addr: Cervantes, 12.-Gibraleón bbox=[258, 1790, 467, 1810]
miss-title: La proclamación y elección de "Miss Huelva" bbox=[496, 852, 694, 928]
imprenta-body2: Trabajos para el Comercio, Empresas de Ferrocarriles, Convocatorias en una o más tintas. Tarjetas de visita y comerciales. bbox=[723, 1627, 912, 1684]
colegio-info-addr: Canalejas, 6 bbox=[636, 2074, 706, 2088]
retro-kicker: CRONICA RETROSPECTIVA bbox=[217, 56, 373, 67]
internacional-ad bbox=[484, 1633, 706, 1853]
gob-p7: Desde luego, pertenezco al partido radical, pero no vengo con ánimo de hacer política, ni dejarme dominar por las imposiciones sectaristas ni de la izquierda, ni de la derecha, ni del centro. bbox=[17, 1232, 241, 1323]
imprenta-body4: Extenso surtido en Recordatorios. Estampas de Primera Comunión, Participaciones de bodas, etc. bbox=[723, 1699, 906, 1742]
clinica-body: Ex-Médico interno de la Casa de Maternidad de Madrid.—Tocólogo de la Beneficencia Municipal. bbox=[726, 1041, 911, 1084]
dominguez-city: HUELVA bbox=[1496, 1021, 1549, 1036]
imprenta-name: -DIARIO DE HUELVA- bbox=[762, 1521, 876, 1535]
dominguez-consig1: Compañía Trasmediterránea bbox=[1217, 1174, 1481, 1198]
imprenta-body6: Precios de Fábrica bbox=[768, 1786, 869, 1800]
canoa-notas2: Los domingos y días festivos se efectuarán los viajes extraordinarios que la afluencia de gente exija. bbox=[936, 1997, 1116, 2040]
gratitud-title: La gratitud de Elvirita Maestre bbox=[501, 57, 688, 105]
date-box bbox=[17, 54, 112, 124]
abilio-footer bbox=[1141, 634, 1557, 666]
lampisteros-title: Los lampisteros y "Aguas de Huelva S. A." bbox=[943, 57, 1120, 123]
dominguez-consig: CONSIGNATARIOS DE: bbox=[1149, 1157, 1284, 1172]
lamp-p3: A nuestro modesto entender, no nos explicamos la determinación adoptada, ni quienes están encargados de velar por los intereses de las clases trabajadoras deben consentirlo. bbox=[932, 529, 1131, 636]
grat-p3: Gracias anticipadas y queda de usted atenta s. bbox=[484, 237, 706, 267]
tintoreria-despacho: Despacho: José Nogales, 18 bbox=[955, 2111, 1108, 2125]
cabo-menor: CABO MENOR bbox=[1266, 331, 1432, 360]
imprenta-body3: Libros para el Comercio. bbox=[752, 1684, 885, 1698]
radio-p4: Idem idem id. núm. 160, pesetas 575. bbox=[715, 528, 922, 559]
arrienda2-notice: SE ARRIENDA un huerto con 3 pozos, viñas y frutales. bbox=[715, 1169, 922, 1200]
tintoreria-antes: (Antes Herreros) bbox=[990, 2126, 1074, 2140]
noticias-title: NOTICIAS bbox=[715, 58, 922, 92]
